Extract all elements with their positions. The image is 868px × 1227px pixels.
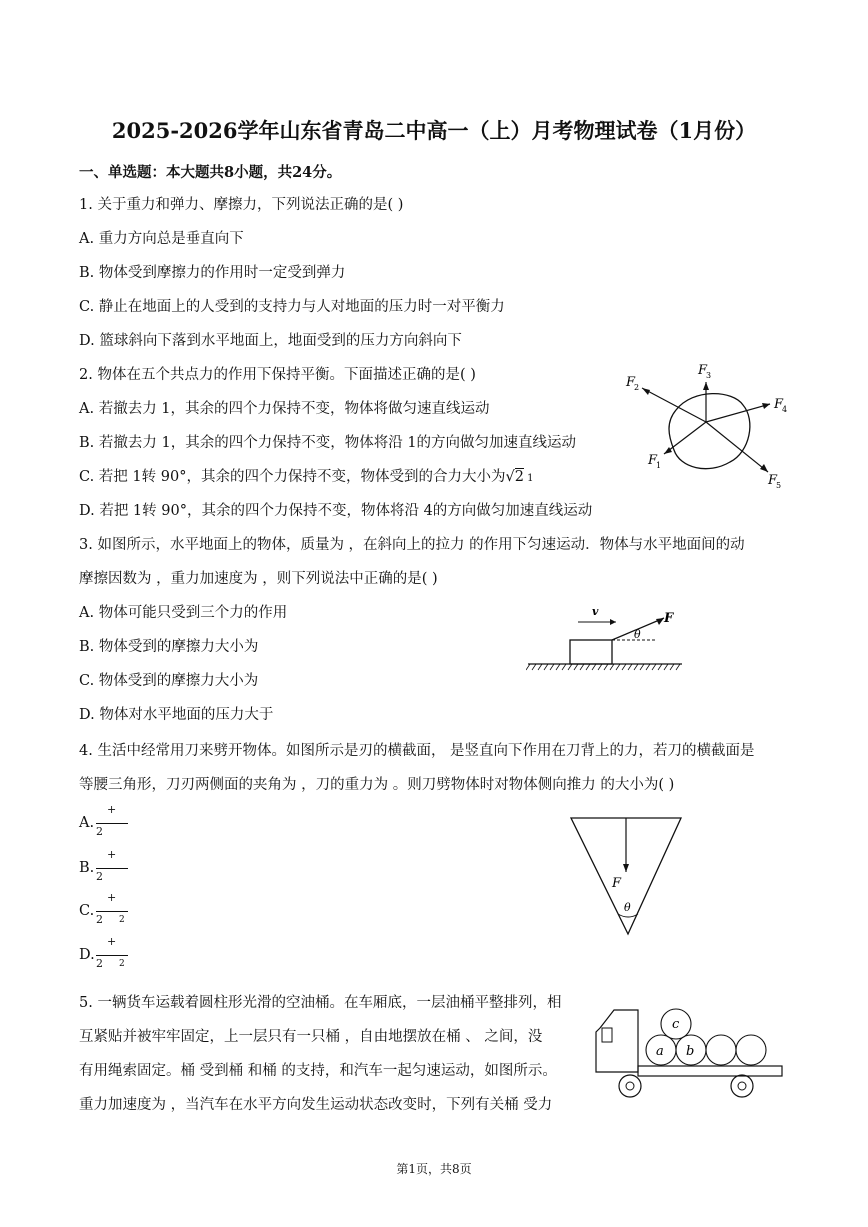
sqrt-radicand: 2 <box>514 469 524 485</box>
numerator-plus: + <box>107 891 117 904</box>
question-1-option-d: D. 篮球斜向下落到水平地面上，地面受到的压力方向斜向下 <box>79 333 462 349</box>
question-3-option-d: D. 物体对水平地面的压力大于 <box>79 707 274 723</box>
option-letter: B. <box>79 860 95 876</box>
force-sub-5: 5 <box>776 481 782 490</box>
fraction-bar <box>96 955 128 956</box>
force-label-f2: F <box>626 375 636 390</box>
question-5-line4: 重力加速度为 ，当汽车在水平方向发生运动状态改变时，下列有关桶 受力 <box>79 1097 553 1113</box>
force-sub-2: 2 <box>634 383 640 392</box>
question-3-stem-line2: 摩擦因数为 ，重力加速度为 ，则下列说法中正确的是( ) <box>79 571 438 587</box>
question-2-option-d: D. 若把 1转 90°，其余的四个力保持不变，物体将沿 4的方向做匀加速直线运动 <box>79 503 593 519</box>
denominator: 2 <box>96 913 103 926</box>
option-letter: A. <box>79 815 95 831</box>
question-1-stem: 1. 关于重力和弹力、摩擦力，下列说法正确的是( ) <box>79 197 404 213</box>
exam-title: 2025-2026学年山东省青岛二中高一（上）月考物理试卷（1月份） <box>111 118 757 143</box>
question-2-option-a: A. 若撤去力 1，其余的四个力保持不变，物体将做匀速直线运动 <box>79 401 490 417</box>
question-3-option-a: A. 物体可能只受到三个力的作用 <box>79 605 288 621</box>
question-5-line1: 5. 一辆货车运载着圆柱形光滑的空油桶。在车厢底，一层油桶平整排列，相 <box>79 995 562 1011</box>
option-c-tail: 1 <box>523 473 534 484</box>
barrel-a-label: a <box>656 1044 664 1059</box>
velocity-label: v <box>592 605 599 618</box>
section-heading: 一、单选题：本大题共8小题，共24分。 <box>79 164 342 181</box>
question-4-option-c <box>79 891 125 926</box>
denominator: 2 <box>96 825 103 838</box>
force-label-f3: F <box>698 363 708 378</box>
question-5-line2: 互紧贴并被牢牢固定，上一层只有一只桶 ，自由地摆放在桶 、 之间，没 <box>79 1029 543 1045</box>
question-1-option-a: A. 重力方向总是垂直向下 <box>79 231 244 247</box>
numerator-plus: + <box>107 848 117 861</box>
sqrt-symbol: √ <box>505 469 515 485</box>
question-5-line3: 有用绳索固定。桶 受到桶 和桶 的支持，和汽车一起匀速运动，如图所示。 <box>79 1063 557 1079</box>
question-1-option-c: C. 静止在地面上的人受到的支持力与人对地面的压力时一对平衡力 <box>79 299 505 315</box>
angle-label: θ <box>634 628 641 641</box>
option-letter: C. <box>79 903 95 919</box>
denominator: 2 <box>96 870 103 883</box>
question-3-stem-line1: 3. 如图所示，水平地面上的物体，质量为 ，在斜向上的拉力 的作用下匀速运动．物体与水平地面间的动 <box>79 537 745 553</box>
fraction-bar <box>96 868 128 869</box>
question-2-option-c <box>79 465 533 486</box>
pull-force-label: F <box>664 611 674 626</box>
denominator-sub: 2 <box>119 959 125 969</box>
blade-force-label: F <box>612 876 622 891</box>
question-3-option-c: C. 物体受到的摩擦力大小为 <box>79 673 259 689</box>
force-sub-3: 3 <box>706 371 712 380</box>
question-1-option-b: B. 物体受到摩擦力的作用时一定受到弹力 <box>79 265 346 281</box>
question-4-option-b <box>79 848 117 883</box>
force-diagram <box>618 360 798 490</box>
blade-angle-label: θ <box>624 901 631 914</box>
numerator-plus: + <box>107 803 117 816</box>
question-4-option-a <box>79 803 117 838</box>
force-sub-4: 4 <box>782 405 788 414</box>
denominator: 2 <box>96 957 103 970</box>
question-3-option-b: B. 物体受到的摩擦力大小为 <box>79 639 259 655</box>
force-sub-1: 1 <box>656 461 662 470</box>
numerator-plus: + <box>107 935 117 948</box>
option-c-text: C. 若把 1转 90°，其余的四个力保持不变，物体受到的合力大小为 <box>79 469 506 485</box>
option-letter: D. <box>79 947 95 963</box>
barrel-b-label: b <box>686 1044 695 1059</box>
question-2-stem: 2. 物体在五个共点力的作用下保持平衡。下面描述正确的是( ) <box>79 367 476 383</box>
question-2-option-b: B. 若撤去力 1，其余的四个力保持不变，物体将沿 1的方向做匀加速直线运动 <box>79 435 577 451</box>
denominator-sub: 2 <box>119 915 125 925</box>
fraction-bar <box>96 823 128 824</box>
question-4-stem-line2: 等腰三角形，刀刃两侧面的夹角为 ，刀的重力为 。则刀劈物体时对物体侧向推力 的大小为( ) <box>79 777 675 793</box>
question-4-option-d <box>79 935 125 970</box>
barrel-c-label: c <box>672 1017 680 1032</box>
force-label-f1: F <box>648 453 658 468</box>
fraction-bar <box>96 911 128 912</box>
force-label-f4: F <box>774 397 784 412</box>
question-4-stem-line1: 4. 生活中经常用刀来劈开物体。如图所示是刃的横截面， 是竖直向下作用在刀背上的力，若刀的横截面是 <box>79 743 755 759</box>
block-diagram <box>526 600 686 675</box>
blade-diagram <box>566 814 686 939</box>
truck-diagram <box>590 998 790 1108</box>
force-label-f5: F <box>768 473 778 488</box>
page-footer: 第1页，共8页 <box>396 1162 472 1176</box>
